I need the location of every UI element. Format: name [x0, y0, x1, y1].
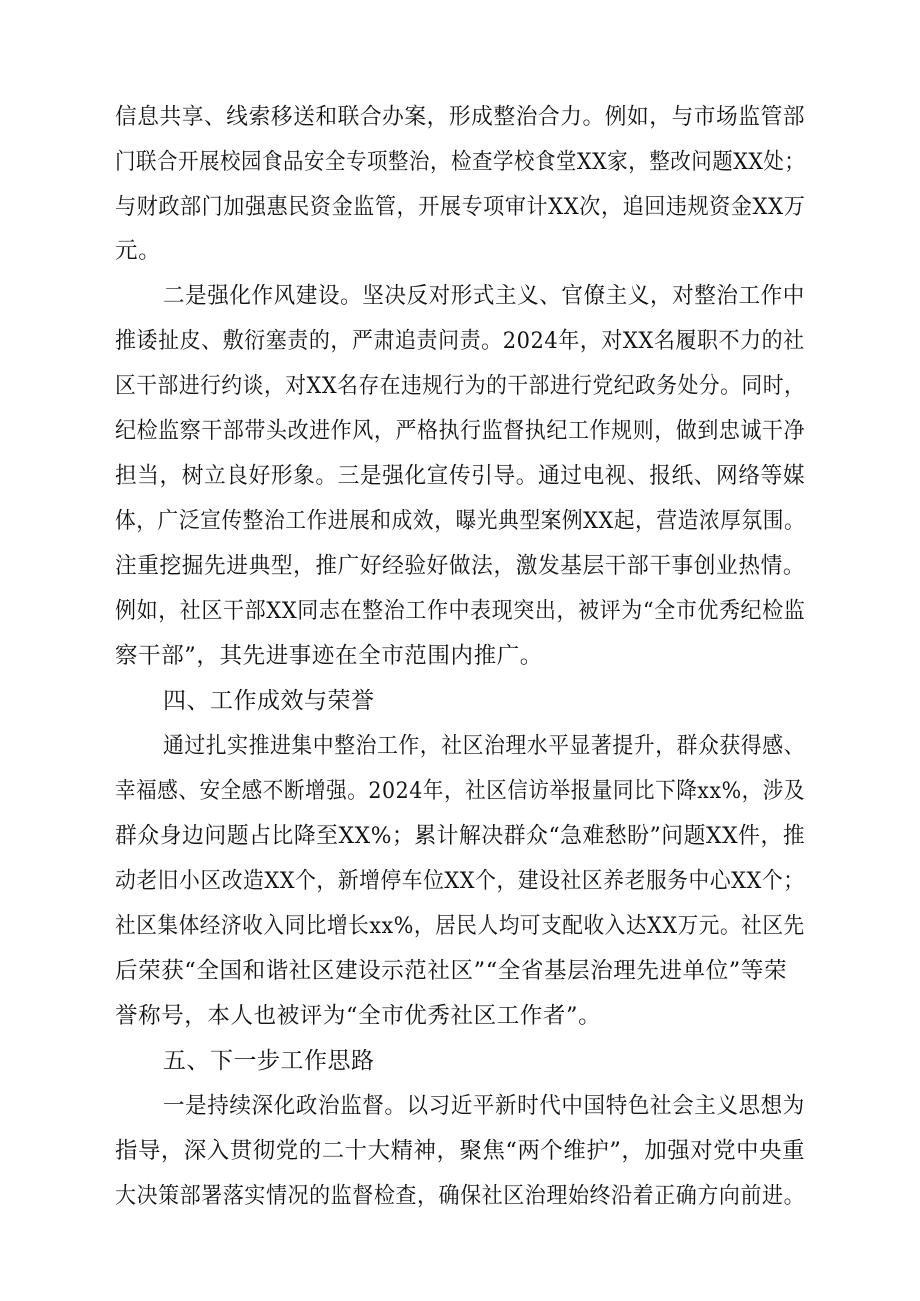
body-line: 幸福感、安全感不断增强。2024年，社区信访举报量同比下降xx%，涉及 [115, 778, 806, 804]
body-line: 纪检监察干部带头改进作风，严格执行监督执纪工作规则，做到忠诚干净 [115, 418, 806, 444]
body-line: 与财政部门加强惠民资金监管，开展专项审计XX次，追回违规资金XX万 [115, 194, 806, 220]
paragraph-start-line: 一是持续深化政治监督。以习近平新时代中国特色社会主义思想为 [163, 1093, 805, 1119]
body-line: 例如，社区干部XX同志在整治工作中表现突出，被评为“全市优秀纪检监 [115, 598, 806, 624]
body-line: 信息共享、线索移送和联合办案，形成整治合力。例如，与市场监管部 [115, 104, 806, 130]
body-line: 区干部进行约谈，对XX名存在违规行为的干部进行党纪政务处分。同时， [115, 373, 806, 399]
section-heading: 四、工作成效与荣誉 [163, 688, 375, 714]
body-line: 大决策部署落实情况的监督检查，确保社区治理始终沿着正确方向前进。 [115, 1183, 806, 1209]
body-line: 指导，深入贯彻党的二十大精神，聚焦“两个维护”，加强对党中央重 [115, 1138, 806, 1164]
body-line: 体，广泛宣传整治工作进展和成效，曝光典型案例XX起，营造浓厚氛围。 [115, 508, 806, 534]
paragraph-start-line: 二是强化作风建设。坚决反对形式主义、官僚主义，对整治工作中 [163, 283, 805, 309]
body-line: 担当，树立良好形象。三是强化宣传引导。通过电视、报纸、网络等媒 [115, 463, 806, 489]
paragraph-start-line: 通过扎实推进集中整治工作，社区治理水平显著提升，群众获得感、 [163, 733, 806, 759]
body-line: 动老旧小区改造XX个，新增停车位XX个，建设社区养老服务中心XX个； [115, 868, 805, 894]
body-line: 注重挖掘先进典型，推广好经验好做法，激发基层干部干事创业热情。 [115, 553, 806, 579]
body-line: 群众身边问题占比降至XX%；累计解决群众“急难愁盼”问题XX件，推 [115, 823, 806, 849]
body-line: 元。 [115, 238, 162, 264]
body-line: 门联合开展校园食品安全专项整治，检查学校食堂XX家，整改问题XX处； [115, 149, 806, 175]
section-heading: 五、下一步工作思路 [163, 1048, 375, 1074]
body-line: 社区集体经济收入同比增长xx%，居民人均可支配收入达XX万元。社区先 [115, 913, 805, 939]
body-line: 察干部”，其先进事迹在全市范围内推广。 [115, 643, 543, 669]
body-line: 推诿扯皮、敷衍塞责的，严肃追责问责。2024年，对XX名履职不力的社 [115, 328, 805, 354]
body-line: 誉称号，本人也被评为“全市优秀社区工作者”。 [115, 1003, 602, 1029]
body-line: 后荣获“全国和谐社区建设示范社区”“全省基层治理先进单位”等荣 [115, 958, 788, 984]
